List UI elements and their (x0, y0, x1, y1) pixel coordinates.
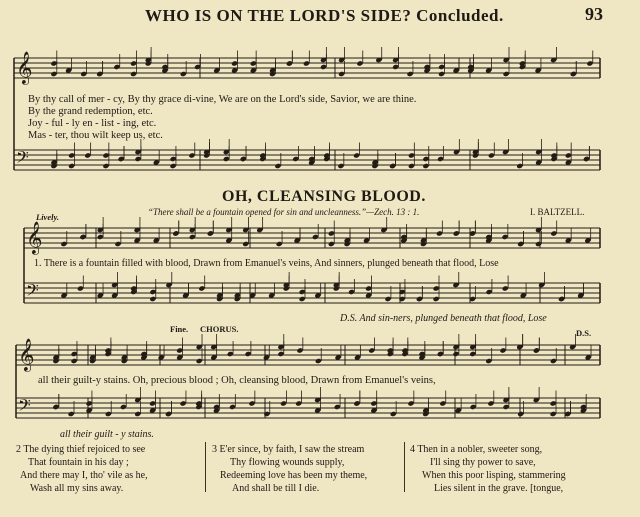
verse-4-line-4: Lies silent in the grave. [tongue, (434, 483, 564, 494)
verse-3-line-2: Thy flowing wounds supply, (230, 457, 345, 468)
page-header-title: WHO IS ON THE LORD'S SIDE? Concluded. (145, 6, 504, 25)
bass-lyric-line: all their guilt - y stains. (60, 429, 154, 440)
verse-divider-1 (205, 442, 206, 492)
verse-2 (16, 443, 148, 495)
verse-2-line-2: That fountain in his day ; (28, 457, 129, 468)
chorus-lyric-line: all their guilt-y stains. Oh, precious blood ; Oh, cleansing blood, Drawn from Emanuel's veins, (38, 375, 436, 386)
verse-3-line-4: And shall be till I die. (232, 483, 320, 494)
verse-3-line-1: 3 E'er since, by faith, I saw the stream (212, 444, 365, 455)
verse-4 (410, 443, 566, 495)
verse-divider-2 (404, 442, 405, 492)
verse-2-line-3: And there may I, tho' vile as he, (20, 470, 148, 481)
system-1-treble-clef: 𝄞 (16, 51, 33, 84)
verse-2-line-4: Wash all my sins away. (30, 483, 124, 494)
verse-3 (212, 443, 367, 495)
top-lyric-line-3: Joy - ful - ly en - list - ing, etc. (28, 118, 157, 129)
hymn-epigraph: “There shall be a fountain opened for sin and uncleanness.”—Zech. 13 : 1. (148, 207, 420, 217)
system-2-treble-clef: 𝄞 (26, 221, 43, 254)
fine-label: Fine. (170, 324, 189, 334)
system-2-bass-clef: 𝄢 (26, 280, 39, 304)
verse-3-line-3: Redeeming love has been my theme, (220, 470, 368, 481)
verse-4-line-1: 4 Then in a nobler, sweeter song, (410, 444, 543, 455)
hymn-composer: I. BALTZELL. (530, 207, 585, 217)
top-lyric-line-2: By the grand redemption, etc. (28, 106, 153, 117)
ds-lyric-line: D.S. And sin-ners, plunged beneath that flood, Lose (340, 313, 547, 324)
verse-4-line-3: When this poor lisping, stammering (422, 470, 566, 481)
system-3-treble-clef: 𝄞 (18, 338, 35, 371)
ds-marker: D.S. (576, 328, 592, 338)
top-lyric-line-4: Mas - ter, thou wilt keep us, etc. (28, 130, 163, 141)
page-number: 93 (585, 4, 603, 24)
top-lyric-line-1: By thy call of mer - cy, By thy grace di-vine, We are on the Lord's side, Savior, we are thine. (28, 94, 417, 105)
system-1-bass-clef: 𝄢 (16, 147, 29, 171)
hymn-title: OH, CLEANSING BLOOD. (222, 188, 426, 205)
verse-4-line-2: I'll sing thy power to save, (430, 457, 536, 468)
verse-2-line-1: 2 The dying thief rejoiced to see (16, 444, 146, 455)
chorus-label: CHORUS. (200, 324, 239, 334)
verse1-lyric-line: 1. There is a fountain filled with blood, Drawn from Emanuel's veins, And sinners, plunged beneath that flood, Lose (34, 258, 499, 269)
tempo-marking: Lively. (36, 212, 60, 222)
system-3-bass-clef: 𝄢 (18, 395, 31, 419)
